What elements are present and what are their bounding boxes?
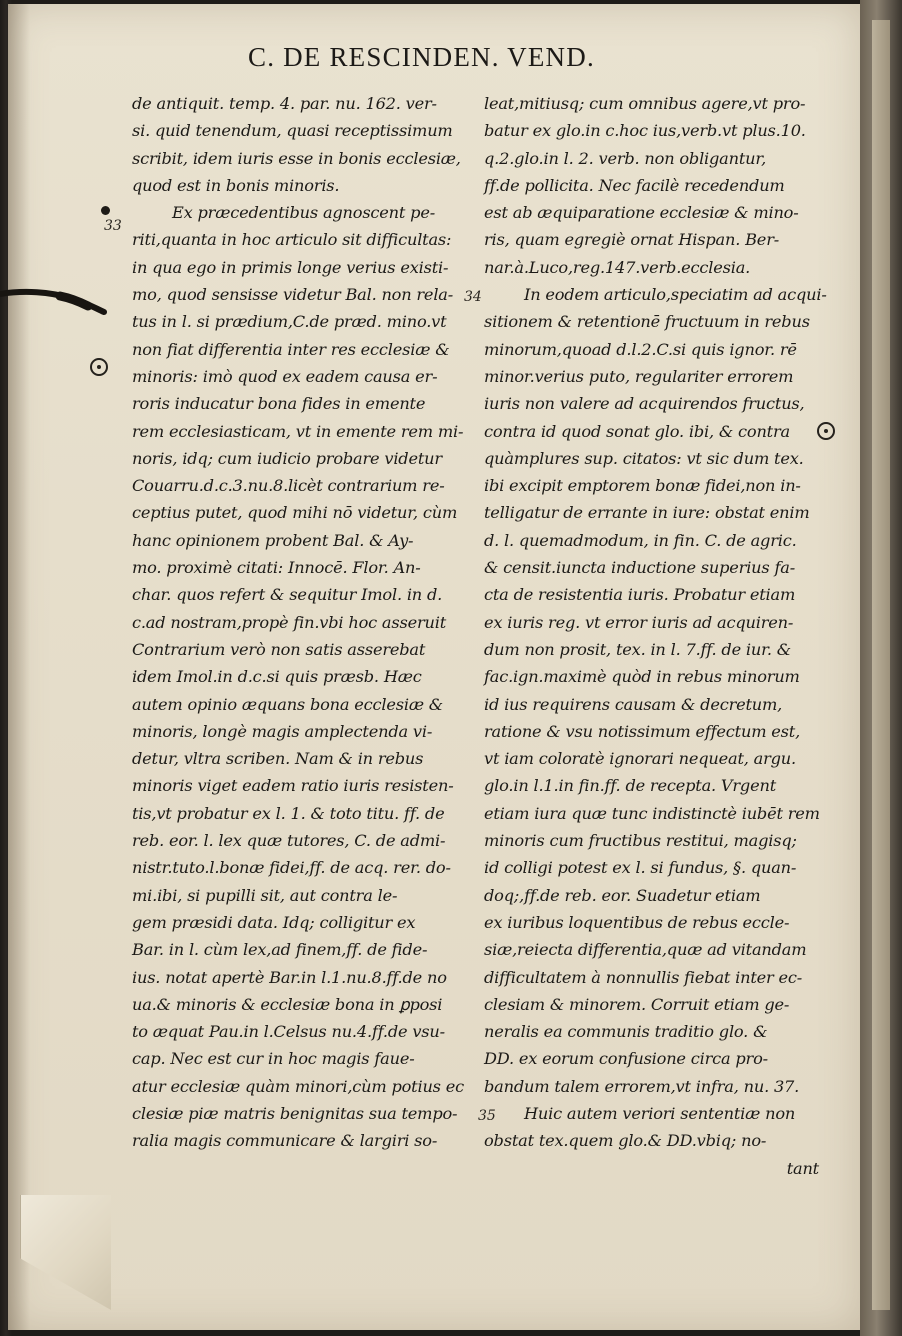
text-line: in qua ego in primis longe verius existi- — [132, 257, 449, 277]
text-line: minoris cum fructibus restitui, magisq; — [484, 831, 797, 851]
next-page-sliver — [872, 20, 890, 1310]
text-line: to æquat Pau.in l.Celsus nu.4.ff.de vsu- — [132, 1022, 445, 1042]
text-line: fac.ign.maximè quòd in rebus minorum — [484, 667, 800, 687]
text-line: iuris non valere ad acquirendos fructus, — [484, 394, 805, 414]
text-line: cta de resistentia iuris. Probatur etiam — [484, 585, 796, 605]
section-number-33: 33 — [104, 218, 122, 234]
text-line: doq;,ff.de reb. eor. Suadetur etiam — [484, 885, 761, 905]
text-line: minorum,quoad d.l.2.C.si quis ignor. rē — [484, 339, 797, 359]
ink-pointer-stroke-icon — [0, 272, 112, 332]
text-line: tant — [786, 1158, 819, 1178]
text-line: atur ecclesiæ quàm minori,cùm potius ec — [132, 1076, 464, 1096]
text-line: ua.& minoris & ecclesiæ bona in ꝑposi — [132, 994, 443, 1014]
left-text-column — [132, 90, 462, 1155]
text-line: detur, vltra scriben. Nam & in rebus — [132, 749, 424, 769]
text-line: ibi excipit emptorem bonæ fidei,non in- — [484, 476, 801, 496]
ink-dot-mark — [101, 206, 110, 215]
text-line: difficultatem à nonnullis fiebat inter ec- — [484, 967, 803, 987]
text-line: scribit, idem iuris esse in bonis ecclesiæ, — [132, 148, 461, 168]
text-line: ex iuris reg. vt error iuris ad acquiren- — [484, 612, 794, 632]
text-line: rem ecclesiasticam, vt in emente rem mi- — [132, 421, 464, 441]
text-line: noris, idq; cum iudicio probare videtur — [132, 448, 442, 468]
text-line: cap. Nec est cur in hoc magis faue- — [132, 1049, 415, 1069]
text-line: minoris viget eadem ratio iuris resisten- — [132, 776, 454, 796]
text-line: minor.verius puto, regulariter errorem — [484, 366, 794, 386]
text-line: minoris: imò quod ex eadem causa er- — [132, 366, 438, 386]
text-line: id ius requirens causam & decretum, — [484, 694, 783, 714]
text-line: reb. eor. l. lex quæ tutores, C. de admi- — [132, 831, 446, 851]
text-line: DD. ex eorum confusione circa pro- — [484, 1049, 768, 1069]
text-line: mo. proximè citati: Innocē. Flor. An- — [132, 558, 421, 578]
text-line: leat,mitiusq; cum omnibus agere,vt pro- — [484, 94, 806, 113]
text-line: Couarru.d.c.3.nu.8.licèt contrarium re- — [132, 476, 445, 496]
section-number-35: 35 — [478, 1108, 496, 1124]
text-line: gem præsidi data. Idq; colligitur ex — [132, 912, 416, 932]
running-header: C. DE RESCINDEN. VEND. — [248, 42, 595, 72]
text-line: glo.in l.1.in fin.ff. de recepta. Vrgent — [484, 776, 777, 796]
text-line: batur ex glo.in c.hoc ius,verb.vt plus.10. — [484, 121, 806, 141]
text-line: minoris, longè magis amplectenda vi- — [132, 721, 433, 741]
text-line: est ab æquiparatione ecclesiæ & mino- — [484, 203, 799, 223]
text-line: si. quid tenendum, quasi receptissimum — [132, 121, 453, 141]
text-line: ratione & vsu notissimum effectum est, — [484, 721, 801, 741]
text-line: & censit.iuncta inductione superius fa- — [484, 558, 795, 578]
text-line: ius. notat apertè Bar.in l.1.nu.8.ff.de no — [132, 967, 447, 987]
text-line: autem opinio æquans bona ecclesiæ & — [132, 694, 444, 714]
text-line: quod est in bonis minoris. — [132, 175, 340, 195]
text-line: ff.de pollicita. Nec facilè recedendum — [484, 175, 785, 195]
text-line: non fiat differentia inter res ecclesiæ & — [132, 339, 450, 359]
text-line: de antiquit. temp. 4. par. nu. 162. ver- — [132, 94, 437, 113]
text-line: obstat tex.quem glo.& DD.vbiq; no- — [484, 1131, 767, 1151]
page-gutter-shadow — [8, 4, 30, 1330]
text-line: c.ad nostram,propè fin.vbi hoc asseruit — [132, 612, 447, 632]
text-line: tus in l. si prædium,C.de præd. mino.vt — [132, 312, 447, 332]
text-line: nar.à.Luco,reg.147.verb.ecclesia. — [484, 257, 751, 277]
text-line: char. quos refert & sequitur Imol. in d. — [132, 585, 443, 605]
text-line: idem Imol.in d.c.si quis præsb. Hæc — [132, 667, 422, 687]
text-line: Bar. in l. cùm lex,ad finem,ff. de fide- — [132, 940, 428, 960]
text-line: roris inducatur bona fides in emente — [132, 394, 426, 414]
text-line: etiam iura quæ tunc indistinctè iubēt rem — [484, 803, 820, 823]
text-line: sitionem & retentionē fructuum in rebus — [484, 312, 810, 332]
text-line: nistr.tuto.l.bonæ fidei,ff. de acq. rer. do- — [132, 858, 451, 878]
text-line: mo, quod sensisse videtur Bal. non rela- — [132, 285, 454, 305]
text-line: clesiæ piæ matris benignitas sua tempo- — [132, 1103, 458, 1123]
text-line: siæ,reiecta differentia,quæ ad vitandam — [484, 940, 807, 960]
text-line: mi.ibi, si pupilli sit, aut contra le- — [132, 885, 398, 905]
text-line: ex iuribus loquentibus de rebus eccle- — [484, 912, 790, 932]
section-number-34: 34 — [464, 289, 482, 305]
text-line: Huic autem veriori sententiæ non — [524, 1103, 796, 1123]
text-line: hanc opinionem probent Bal. & Ay- — [132, 530, 414, 550]
text-line: Ex præcedentibus agnoscent pe- — [172, 203, 435, 223]
text-line: ralia magis communicare & largiri so- — [132, 1131, 438, 1151]
text-line: quàmplures sup. citatos: vt sic dum tex. — [484, 448, 804, 468]
text-line: clesiam & minorem. Corruit etiam ge- — [484, 994, 790, 1014]
text-line: bandum talem errorem,vt infra, nu. 37. — [484, 1076, 800, 1096]
right-text-column — [484, 90, 827, 1182]
text-line: d. l. quemadmodum, in fin. C. de agric. — [484, 530, 797, 550]
text-line: Contrarium verò non satis asserebat — [132, 639, 426, 659]
text-line: riti,quanta in hoc articulo sit difficultas: — [132, 230, 452, 250]
text-line: q.2.glo.in l. 2. verb. non obligantur, — [484, 148, 767, 168]
text-line: tis,vt probatur ex l. 1. & toto titu. ff. de — [132, 803, 445, 823]
text-line: ris, quam egregiè ornat Hispan. Ber- — [484, 230, 779, 250]
text-line: dum non prosit, tex. in l. 7.ff. de iur. & — [484, 639, 791, 659]
text-line: vt iam coloratè ignorari nequeat, argu. — [484, 749, 796, 769]
text-line: contra id quod sonat glo. ibi, & contra — [484, 421, 790, 441]
text-line: neralis ea communis traditio glo. & — [484, 1022, 768, 1042]
text-line: ceptius putet, quod mihi nō videtur, cùm — [132, 503, 458, 523]
text-line: In eodem articulo,speciatim ad acqui- — [524, 285, 827, 305]
text-line: id colligi potest ex l. si fundus, §. quan- — [484, 858, 797, 878]
circle-dot-mark-icon — [817, 422, 835, 440]
text-line: telligatur de errante in iure: obstat enim — [484, 503, 810, 523]
circle-dot-mark-icon — [90, 358, 108, 376]
